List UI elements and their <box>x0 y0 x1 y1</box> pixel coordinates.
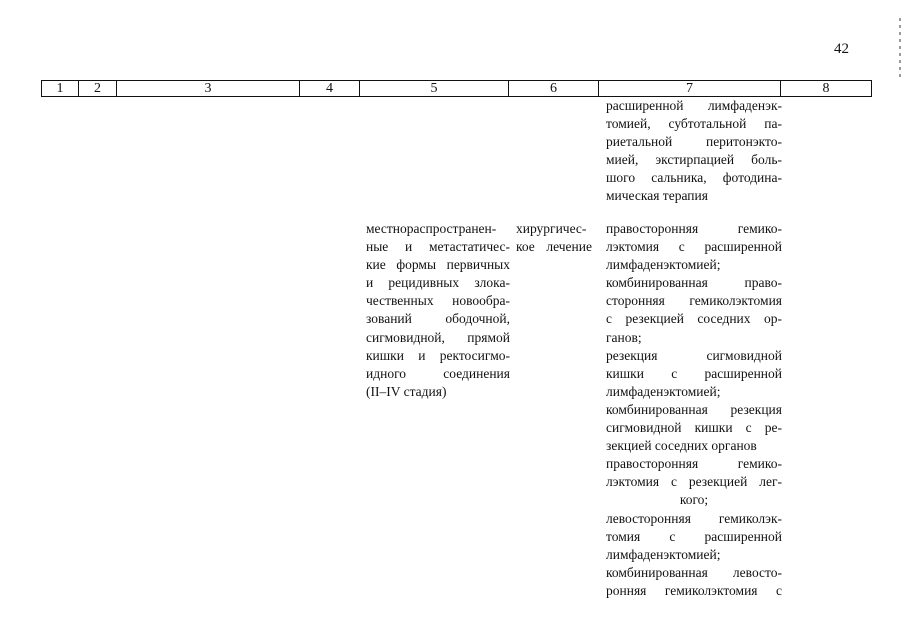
text-line: правосторонняя гемико- <box>606 221 782 236</box>
header-col-7: 7 <box>599 81 781 96</box>
text-line: расширенной лимфаденэк- <box>606 98 782 113</box>
text-line: зекцией соседних органов <box>606 438 757 454</box>
text-line: (II–IV стадия) <box>366 383 447 399</box>
text-line: шого сальника, фотодина- <box>606 170 782 186</box>
text-line: лимфаденэктомией; <box>606 546 721 562</box>
text-line: местнораспространен- <box>366 221 497 236</box>
col6-treatment-type-text <box>516 220 592 256</box>
text-line: кишки с расширенной <box>606 365 782 381</box>
text-line: лимфаденэктомией; <box>606 383 721 399</box>
table-header-row <box>41 80 872 97</box>
text-line: идного соединения <box>366 365 510 381</box>
text-line: ганов; <box>606 329 642 345</box>
text-line: риетальной перитонэкто- <box>606 134 782 150</box>
text-line: кое лечение <box>516 239 592 255</box>
text-line: сторонняя гемиколэктомия <box>606 293 782 309</box>
text-line: комбинированная левосто- <box>606 564 782 580</box>
header-col-3: 3 <box>117 81 300 96</box>
text-line: ронняя гемиколэктомия с <box>606 582 782 598</box>
header-col-5: 5 <box>360 81 509 96</box>
text-line: кие формы первичных <box>366 257 510 273</box>
text-line: мическая терапия <box>606 188 708 204</box>
text-line: резекция сигмовидной <box>606 347 782 363</box>
text-line: лэктомия с резекцией лег- <box>606 474 782 490</box>
text-line: кого; <box>679 492 709 508</box>
text-line: левосторонняя гемиколэк- <box>606 510 782 526</box>
text-line: томия с расширенной <box>606 528 782 544</box>
text-line: лэктомия с расширенной <box>606 239 782 255</box>
text-line: хирургичес- <box>516 221 587 236</box>
text-line: и рецидивных злока- <box>366 275 510 291</box>
text-line: томией, субтотальной па- <box>606 116 782 132</box>
col7-continuation-text <box>606 97 782 206</box>
text-line: сигмовидной кишки с ре- <box>606 420 782 436</box>
text-line: кишки и ректосигмо- <box>366 347 510 363</box>
text-line: с резекцией соседних ор- <box>606 311 782 327</box>
text-line: комбинированная резекция <box>606 401 782 417</box>
text-line: мией, экстирпацией боль- <box>606 152 782 168</box>
text-line: правосторонняя гемико- <box>606 456 782 472</box>
header-col-4: 4 <box>300 81 360 96</box>
text-line: лимфаденэктомией; <box>606 257 721 273</box>
col5-diagnosis-text <box>366 220 510 401</box>
text-line: комбинированная право- <box>606 275 782 291</box>
text-line: зований ободочной, <box>366 311 510 327</box>
text-line: ные и метастатичес- <box>366 239 510 255</box>
header-col-6: 6 <box>509 81 599 96</box>
header-col-2: 2 <box>79 81 117 96</box>
header-col-1: 1 <box>42 81 79 96</box>
page-number: 42 <box>834 41 849 57</box>
text-line: сигмовидной, прямой <box>366 329 510 345</box>
header-col-8: 8 <box>822 81 830 96</box>
scan-edge-mark <box>899 18 901 78</box>
text-line: чественных новообра- <box>366 293 510 309</box>
col7-treatment-method-text <box>606 220 782 600</box>
